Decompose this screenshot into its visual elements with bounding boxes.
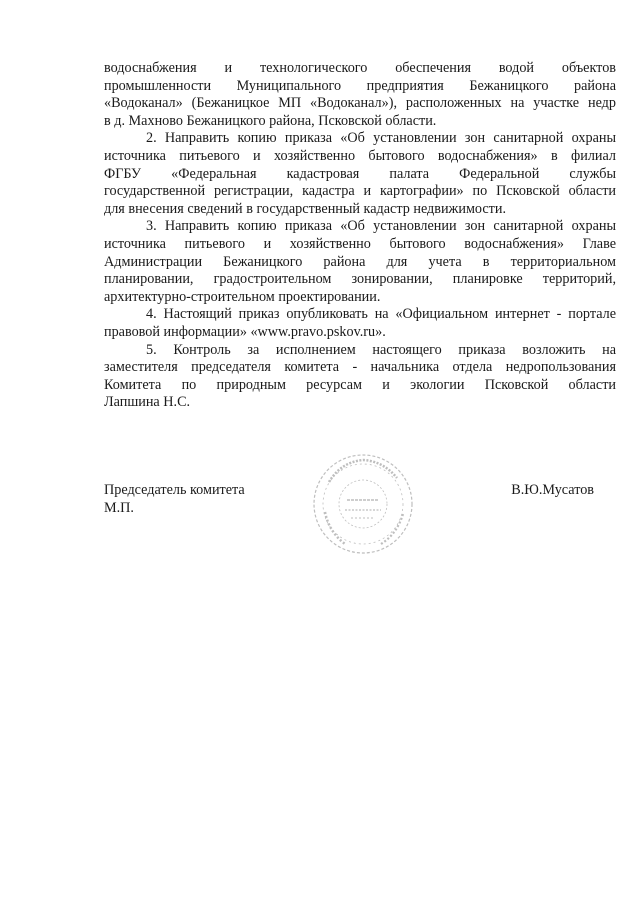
- signatory-name: В.Ю.Мусатов: [511, 482, 594, 498]
- signature-block: [104, 482, 620, 542]
- seal-place-label: М.П.: [104, 499, 134, 516]
- text-line: Лапшина Н.С.: [104, 394, 191, 411]
- text-line: 4. Настоящий приказ опубликовать на «Официальном интернет - портале: [146, 306, 616, 323]
- text-line: Администрации Бежаницкого района для учета в территориальном: [104, 253, 616, 270]
- text-line: архитектурно-строительном проектировании.: [104, 288, 381, 305]
- text-line: источника питьевого и хозяйственно бытового водоснабжения» Главе: [104, 235, 616, 252]
- text-line: государственной регистрации, кадастра и картографии» по Псковской области: [104, 183, 616, 200]
- text-line: заместителя председателя комитета - начальника отдела недропользования: [104, 359, 616, 376]
- text-line: ФГБУ «Федеральная кадастровая палата Федеральной службы: [104, 165, 616, 182]
- text-line: 2. Направить копию приказа «Об установлении зон санитарной охраны: [146, 130, 616, 147]
- text-line: правовой информации» «www.pravo.pskov.ru».: [104, 323, 386, 340]
- signatory-position: Председатель комитета: [104, 482, 245, 498]
- document-body: [104, 60, 616, 412]
- text-line: 3. Направить копию приказа «Об установлении зон санитарной охраны: [146, 218, 616, 235]
- text-line: для внесения сведений в государственный кадастр недвижимости.: [104, 200, 507, 217]
- text-line: «Водоканал» (Бежаницкое МП «Водоканал»), расположенных на участке недр: [104, 95, 616, 112]
- text-line: промышленности Муниципального предприятия Бежаницкого района: [104, 77, 616, 94]
- text-line: Комитета по природным ресурсам и экологии Псковской области: [104, 376, 616, 393]
- text-line: источника питьевого и хозяйственно бытового водоснабжения» в филиал: [104, 147, 616, 164]
- text-line: в д. Махново Бежаницкого района, Псковской области.: [104, 112, 437, 129]
- text-line: водоснабжения и технологического обеспечения водой объектов: [104, 60, 616, 76]
- text-line: 5. Контроль за исполнением настоящего приказа возложить на: [146, 341, 616, 358]
- text-line: планировании, градостроительном зонировании, планировке территорий,: [104, 271, 616, 288]
